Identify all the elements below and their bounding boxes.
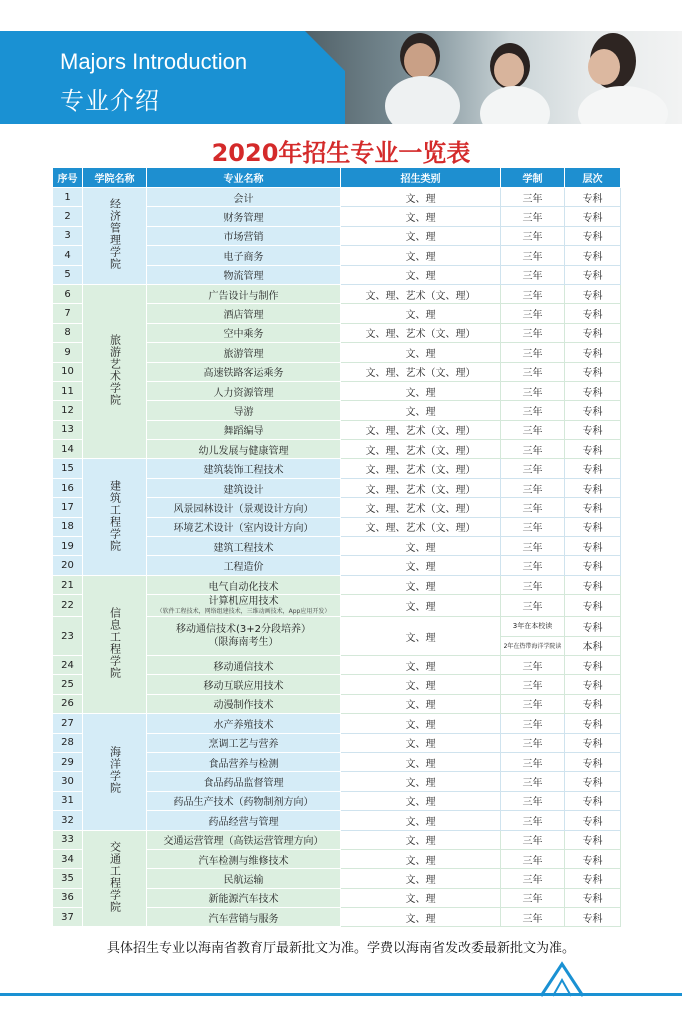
education-level: 专科 — [565, 752, 621, 771]
study-duration: 三年 — [501, 420, 565, 439]
study-duration: 三年 — [501, 226, 565, 245]
education-level: 专科 — [565, 323, 621, 342]
college-name: 信息工程学院 — [108, 606, 122, 679]
row-index: 28 — [53, 733, 83, 752]
admission-category: 文、理 — [341, 733, 501, 752]
education-level: 专科 — [565, 811, 621, 830]
row-index: 16 — [53, 478, 83, 497]
major-name: 高速铁路客运乘务 — [147, 362, 341, 381]
study-duration: 三年 — [501, 811, 565, 830]
college-name-cell — [83, 575, 147, 713]
college-name-cell — [83, 188, 147, 285]
study-duration: 三年 — [501, 478, 565, 497]
table-row — [53, 188, 621, 207]
admission-category: 文、理 — [341, 617, 501, 656]
major-name-cell — [147, 617, 341, 656]
admission-category: 文、理 — [341, 207, 501, 226]
study-duration: 三年 — [501, 869, 565, 888]
education-level: 专科 — [565, 498, 621, 517]
row-index: 1 — [53, 188, 83, 207]
study-duration: 三年 — [501, 733, 565, 752]
admission-category: 文、理 — [341, 791, 501, 810]
major-name: 药品生产技术（药物制剂方向） — [147, 791, 341, 810]
mountain-logo-icon — [537, 958, 587, 998]
table-header-row — [53, 168, 621, 188]
admission-category: 文、理 — [341, 830, 501, 849]
admission-category: 文、理 — [341, 869, 501, 888]
study-duration: 三年 — [501, 246, 565, 265]
study-duration: 三年 — [501, 908, 565, 927]
admission-category: 文、理 — [341, 714, 501, 733]
admission-category: 文、理 — [341, 381, 501, 400]
study-duration: 三年 — [501, 575, 565, 594]
page-title: 2020年招生专业一览表 — [211, 139, 471, 167]
education-level: 专科 — [565, 556, 621, 575]
education-level: 专科 — [565, 265, 621, 284]
admission-category: 文、理 — [341, 226, 501, 245]
major-name: 药品经营与管理 — [147, 811, 341, 830]
major-name: 建筑工程技术 — [147, 537, 341, 556]
study-duration: 三年 — [501, 694, 565, 713]
education-level: 专科 — [565, 284, 621, 303]
education-level: 专科 — [565, 772, 621, 791]
study-duration: 三年 — [501, 675, 565, 694]
major-name: 导游 — [147, 401, 341, 420]
education-level: 专科 — [565, 517, 621, 536]
row-index: 30 — [53, 772, 83, 791]
admission-category: 文、理 — [341, 595, 501, 617]
study-duration: 三年 — [501, 265, 565, 284]
college-name-cell — [83, 459, 147, 575]
admission-category: 文、理 — [341, 188, 501, 207]
major-name: 财务管理 — [147, 207, 341, 226]
bottom-rule — [0, 993, 682, 996]
major-note: （限海南考生） — [208, 637, 279, 649]
education-level: 专科 — [565, 849, 621, 868]
major-name: 环境艺术设计（室内设计方向） — [147, 517, 341, 536]
major-name: 会计 — [147, 188, 341, 207]
row-index: 4 — [53, 246, 83, 265]
study-duration: 三年 — [501, 714, 565, 733]
study-duration: 三年 — [501, 362, 565, 381]
col-header-category: 招生类别 — [341, 168, 501, 188]
education-level: 专科 — [565, 401, 621, 420]
row-index: 18 — [53, 517, 83, 536]
admission-category: 文、理、艺术（文、理） — [341, 440, 501, 459]
education-level: 专科 — [565, 908, 621, 927]
major-name: 汽车检测与维修技术 — [147, 849, 341, 868]
major-name: 电气自动化技术 — [147, 575, 341, 594]
study-duration: 三年 — [501, 595, 565, 617]
study-duration: 三年 — [501, 849, 565, 868]
study-duration: 3年在本校读 — [501, 617, 565, 636]
college-name-cell — [83, 714, 147, 830]
row-index: 34 — [53, 849, 83, 868]
admission-category: 文、理、艺术（文、理） — [341, 284, 501, 303]
college-name: 经济管理学院 — [108, 198, 122, 271]
table-row — [53, 830, 621, 849]
education-level: 专科 — [565, 381, 621, 400]
education-level: 专科 — [565, 694, 621, 713]
major-name: 水产养殖技术 — [147, 714, 341, 733]
major-name: 民航运输 — [147, 869, 341, 888]
admission-category: 文、理 — [341, 655, 501, 674]
education-level: 本科 — [565, 636, 621, 655]
education-level: 专科 — [565, 714, 621, 733]
major-name: 交通运营管理（高铁运营管理方向） — [147, 830, 341, 849]
study-duration: 三年 — [501, 207, 565, 226]
row-index: 3 — [53, 226, 83, 245]
study-duration: 三年 — [501, 556, 565, 575]
row-index: 31 — [53, 791, 83, 810]
row-index: 25 — [53, 675, 83, 694]
education-level: 专科 — [565, 343, 621, 362]
row-index: 26 — [53, 694, 83, 713]
study-duration: 三年 — [501, 440, 565, 459]
study-duration: 三年 — [501, 401, 565, 420]
major-name: 移动通信技术 — [147, 655, 341, 674]
study-duration: 三年 — [501, 655, 565, 674]
admission-category: 文、理 — [341, 811, 501, 830]
education-level: 专科 — [565, 459, 621, 478]
admission-category: 文、理 — [341, 304, 501, 323]
footnote: 具体招生专业以海南省教育厅最新批文为准。学费以海南省发改委最新批文为准。 — [106, 941, 575, 956]
admission-category: 文、理 — [341, 694, 501, 713]
major-name: 电子商务 — [147, 246, 341, 265]
admission-category: 文、理 — [341, 343, 501, 362]
education-level: 专科 — [565, 830, 621, 849]
major-name: 烹调工艺与营养 — [147, 733, 341, 752]
row-index: 33 — [53, 830, 83, 849]
admission-category: 文、理 — [341, 246, 501, 265]
row-index: 8 — [53, 323, 83, 342]
row-index: 35 — [53, 869, 83, 888]
row-index: 32 — [53, 811, 83, 830]
study-duration: 三年 — [501, 537, 565, 556]
education-level: 专科 — [565, 791, 621, 810]
major-name: 移动互联应用技术 — [147, 675, 341, 694]
col-header-index: 序号 — [53, 168, 83, 188]
major-name: 舞蹈编导 — [147, 420, 341, 439]
major-name: 空中乘务 — [147, 323, 341, 342]
education-level: 专科 — [565, 537, 621, 556]
study-duration: 三年 — [501, 888, 565, 907]
education-level: 专科 — [565, 188, 621, 207]
majors-table — [52, 167, 621, 927]
education-level: 专科 — [565, 478, 621, 497]
admission-category: 文、理 — [341, 401, 501, 420]
row-index: 21 — [53, 575, 83, 594]
row-index: 27 — [53, 714, 83, 733]
major-name: 风景园林设计（景观设计方向） — [147, 498, 341, 517]
major-name: 计算机应用技术 — [208, 596, 279, 608]
admission-category: 文、理 — [341, 772, 501, 791]
header-title-en: Majors Introduction — [60, 49, 248, 74]
admission-category: 文、理 — [341, 675, 501, 694]
major-name: 工程造价 — [147, 556, 341, 575]
major-name: 物流管理 — [147, 265, 341, 284]
major-name: 建筑设计 — [147, 478, 341, 497]
college-name-cell — [83, 830, 147, 927]
header-blue-band — [0, 31, 345, 124]
study-duration: 三年 — [501, 459, 565, 478]
study-duration: 三年 — [501, 752, 565, 771]
row-index: 6 — [53, 284, 83, 303]
admission-category: 文、理 — [341, 575, 501, 594]
college-name: 海洋学院 — [108, 746, 122, 795]
header-banner — [0, 31, 682, 124]
college-name: 旅游艺术学院 — [108, 334, 122, 407]
row-index: 22 — [53, 595, 83, 617]
education-level: 专科 — [565, 362, 621, 381]
study-duration: 三年 — [501, 517, 565, 536]
row-index: 17 — [53, 498, 83, 517]
major-name: 建筑装饰工程技术 — [147, 459, 341, 478]
study-duration: 2年在热带海洋学院读 — [501, 636, 565, 655]
row-index: 24 — [53, 655, 83, 674]
education-level: 专科 — [565, 888, 621, 907]
study-duration: 三年 — [501, 188, 565, 207]
admission-category: 文、理、艺术（文、理） — [341, 459, 501, 478]
study-duration: 三年 — [501, 830, 565, 849]
admission-category: 文、理、艺术（文、理） — [341, 420, 501, 439]
admission-category: 文、理 — [341, 908, 501, 927]
major-name: 市场营销 — [147, 226, 341, 245]
admission-category: 文、理 — [341, 849, 501, 868]
table-row — [53, 714, 621, 733]
education-level: 专科 — [565, 675, 621, 694]
admission-category: 文、理 — [341, 537, 501, 556]
study-duration: 三年 — [501, 498, 565, 517]
lab-photo — [300, 31, 682, 124]
college-name-cell — [83, 284, 147, 459]
major-name: 广告设计与制作 — [147, 284, 341, 303]
study-duration: 三年 — [501, 343, 565, 362]
row-index: 37 — [53, 908, 83, 927]
row-index: 23 — [53, 617, 83, 656]
major-name: 食品药品监督管理 — [147, 772, 341, 791]
table-row — [53, 459, 621, 478]
major-name: 酒店管理 — [147, 304, 341, 323]
col-header-level: 层次 — [565, 168, 621, 188]
row-index: 10 — [53, 362, 83, 381]
row-index: 7 — [53, 304, 83, 323]
major-name: 旅游管理 — [147, 343, 341, 362]
education-level: 专科 — [565, 420, 621, 439]
row-index: 2 — [53, 207, 83, 226]
admission-category: 文、理、艺术（文、理） — [341, 323, 501, 342]
major-name: 幼儿发展与健康管理 — [147, 440, 341, 459]
major-name: 新能源汽车技术 — [147, 888, 341, 907]
col-header-college: 学院名称 — [83, 168, 147, 188]
row-index: 19 — [53, 537, 83, 556]
education-level: 专科 — [565, 246, 621, 265]
admission-category: 文、理 — [341, 888, 501, 907]
row-index: 9 — [53, 343, 83, 362]
row-index: 36 — [53, 888, 83, 907]
education-level: 专科 — [565, 440, 621, 459]
admission-category: 文、理 — [341, 265, 501, 284]
col-header-major: 专业名称 — [147, 168, 341, 188]
row-index: 20 — [53, 556, 83, 575]
row-index: 5 — [53, 265, 83, 284]
education-level: 专科 — [565, 869, 621, 888]
education-level: 专科 — [565, 655, 621, 674]
study-duration: 三年 — [501, 791, 565, 810]
college-name: 交通工程学院 — [108, 840, 122, 913]
table-row — [53, 284, 621, 303]
header-title-cn: 专业介绍 — [60, 87, 160, 115]
admission-category: 文、理、艺术（文、理） — [341, 517, 501, 536]
row-index: 13 — [53, 420, 83, 439]
admission-category: 文、理 — [341, 752, 501, 771]
study-duration: 三年 — [501, 772, 565, 791]
education-level: 专科 — [565, 617, 621, 636]
study-duration: 三年 — [501, 381, 565, 400]
major-name: 移动通信技术(3+2分段培养） — [175, 624, 311, 636]
major-name-cell — [147, 595, 341, 617]
education-level: 专科 — [565, 226, 621, 245]
major-name: 动漫制作技术 — [147, 694, 341, 713]
row-index: 15 — [53, 459, 83, 478]
row-index: 29 — [53, 752, 83, 771]
col-header-duration: 学制 — [501, 168, 565, 188]
education-level: 专科 — [565, 304, 621, 323]
admission-category: 文、理 — [341, 556, 501, 575]
admission-category: 文、理、艺术（文、理） — [341, 498, 501, 517]
study-duration: 三年 — [501, 304, 565, 323]
row-index: 14 — [53, 440, 83, 459]
major-name: 人力资源管理 — [147, 381, 341, 400]
table-row — [53, 575, 621, 594]
education-level: 专科 — [565, 595, 621, 617]
major-subtitle: （软件工程技术，网络组建技术，三维动画技术，App应用开发） — [156, 608, 331, 616]
admission-category: 文、理、艺术（文、理） — [341, 362, 501, 381]
major-name: 汽车营销与服务 — [147, 908, 341, 927]
education-level: 专科 — [565, 207, 621, 226]
row-index: 12 — [53, 401, 83, 420]
education-level: 专科 — [565, 575, 621, 594]
admission-category: 文、理、艺术（文、理） — [341, 478, 501, 497]
table-body — [53, 188, 621, 927]
college-name: 建筑工程学院 — [108, 479, 122, 552]
education-level: 专科 — [565, 733, 621, 752]
major-name: 食品营养与检测 — [147, 752, 341, 771]
study-duration: 三年 — [501, 284, 565, 303]
row-index: 11 — [53, 381, 83, 400]
study-duration: 三年 — [501, 323, 565, 342]
